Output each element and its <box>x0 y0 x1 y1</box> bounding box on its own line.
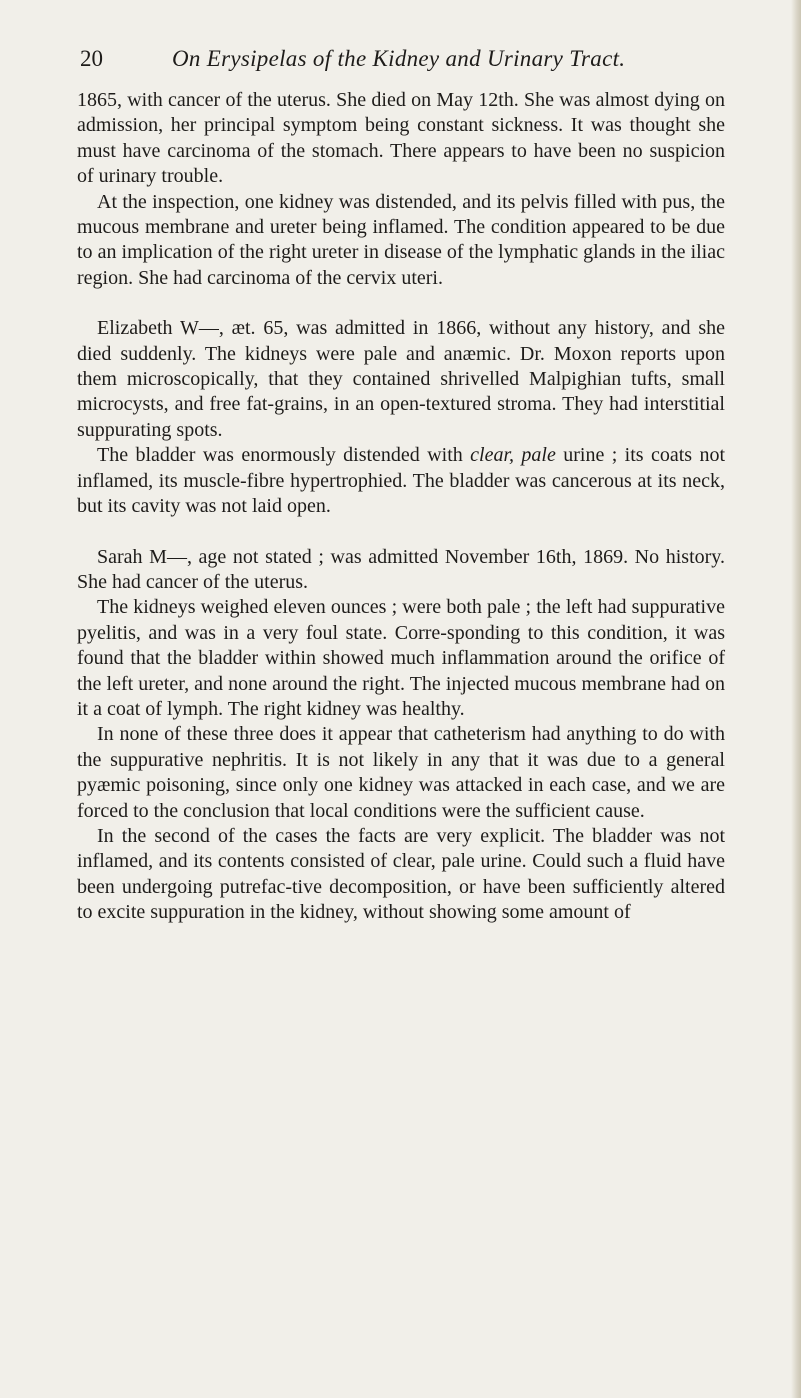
paragraph-gap <box>77 291 725 316</box>
paragraph-inspection-first-case: At the inspection, one kidney was distended, and its pelvis filled with pus, the mucous membrane and ureter being inflamed. The condition appeared to be due to an implication of the right ureter in disease of the lymphatic glands in the iliac region. She had carcinoma of the cervix uteri. <box>77 190 725 289</box>
page-edge <box>791 0 801 1398</box>
running-title: On Erysipelas of the Kidney and Urinary Tract. <box>172 46 626 71</box>
page-number: 20 <box>80 46 103 71</box>
paragraph-case-continuation: 1865, with cancer of the uterus. She died on May 12th. She was almost dying on admission, her principal symptom being constant sickness. It was thought she must have carcinoma of the stomach. There appears to have been no suspicion of urinary trouble. <box>77 89 725 188</box>
paragraph-kidneys-weighed: The kidneys weighed eleven ounces ; were both pale ; the left had suppurative pyelitis, and was in a very foul state. Corre-sponding to this condition, it was found that the bladder within showed much inflammation around the orifice of the left ureter, and none around the right. The injected mucous membrane had on it a coat of lymph. The right kidney was healthy. <box>77 596 725 720</box>
paragraph-elizabeth-w: Elizabeth W—, æt. 65, was admitted in 1866, without any history, and she died suddenly. The kidneys were pale and anæmic. Dr. Moxon reports upon them microscopically, that they contained shrivelled Malpighian tufts, small microcysts, and free fat-grains, in an open-textured stroma. They had interstitial suppurating spots. <box>77 317 725 441</box>
paragraph-second-case: In the second of the cases the facts are very explicit. The bladder was not inflamed, and its contents consisted of clear, pale urine. Could such a fluid have been undergoing putrefac-tive decomposition, or have been sufficiently altered to excite suppuration in the kidney, without showing some amount of <box>77 824 725 924</box>
bladder-text-italic: clear, pale <box>470 444 556 467</box>
page-header <box>80 46 720 82</box>
paragraph-bladder <box>77 443 725 519</box>
paragraph-sarah-m: Sarah M—, age not stated ; was admitted November 16th, 1869. No history. She had cancer of the uterus. <box>77 545 725 593</box>
body-text <box>77 88 725 926</box>
paragraph-catheterism: In none of these three does it appear that catheterism had anything to do with the suppurative nephritis. It is not likely in any that it was due to a general pyæmic poisoning, since only one kidney was attacked in each case, and we are forced to the conclusion that local conditions were the sufficient cause. <box>77 723 725 822</box>
paragraph-gap <box>77 520 725 545</box>
bladder-text-after: urine ; its coats not inflamed, its muscle-fibre hypertrophied. The bladder was cancerous at its neck, but its cavity was not laid open. <box>77 444 726 518</box>
bladder-text-before: The bladder was enormously distended with <box>97 444 471 467</box>
